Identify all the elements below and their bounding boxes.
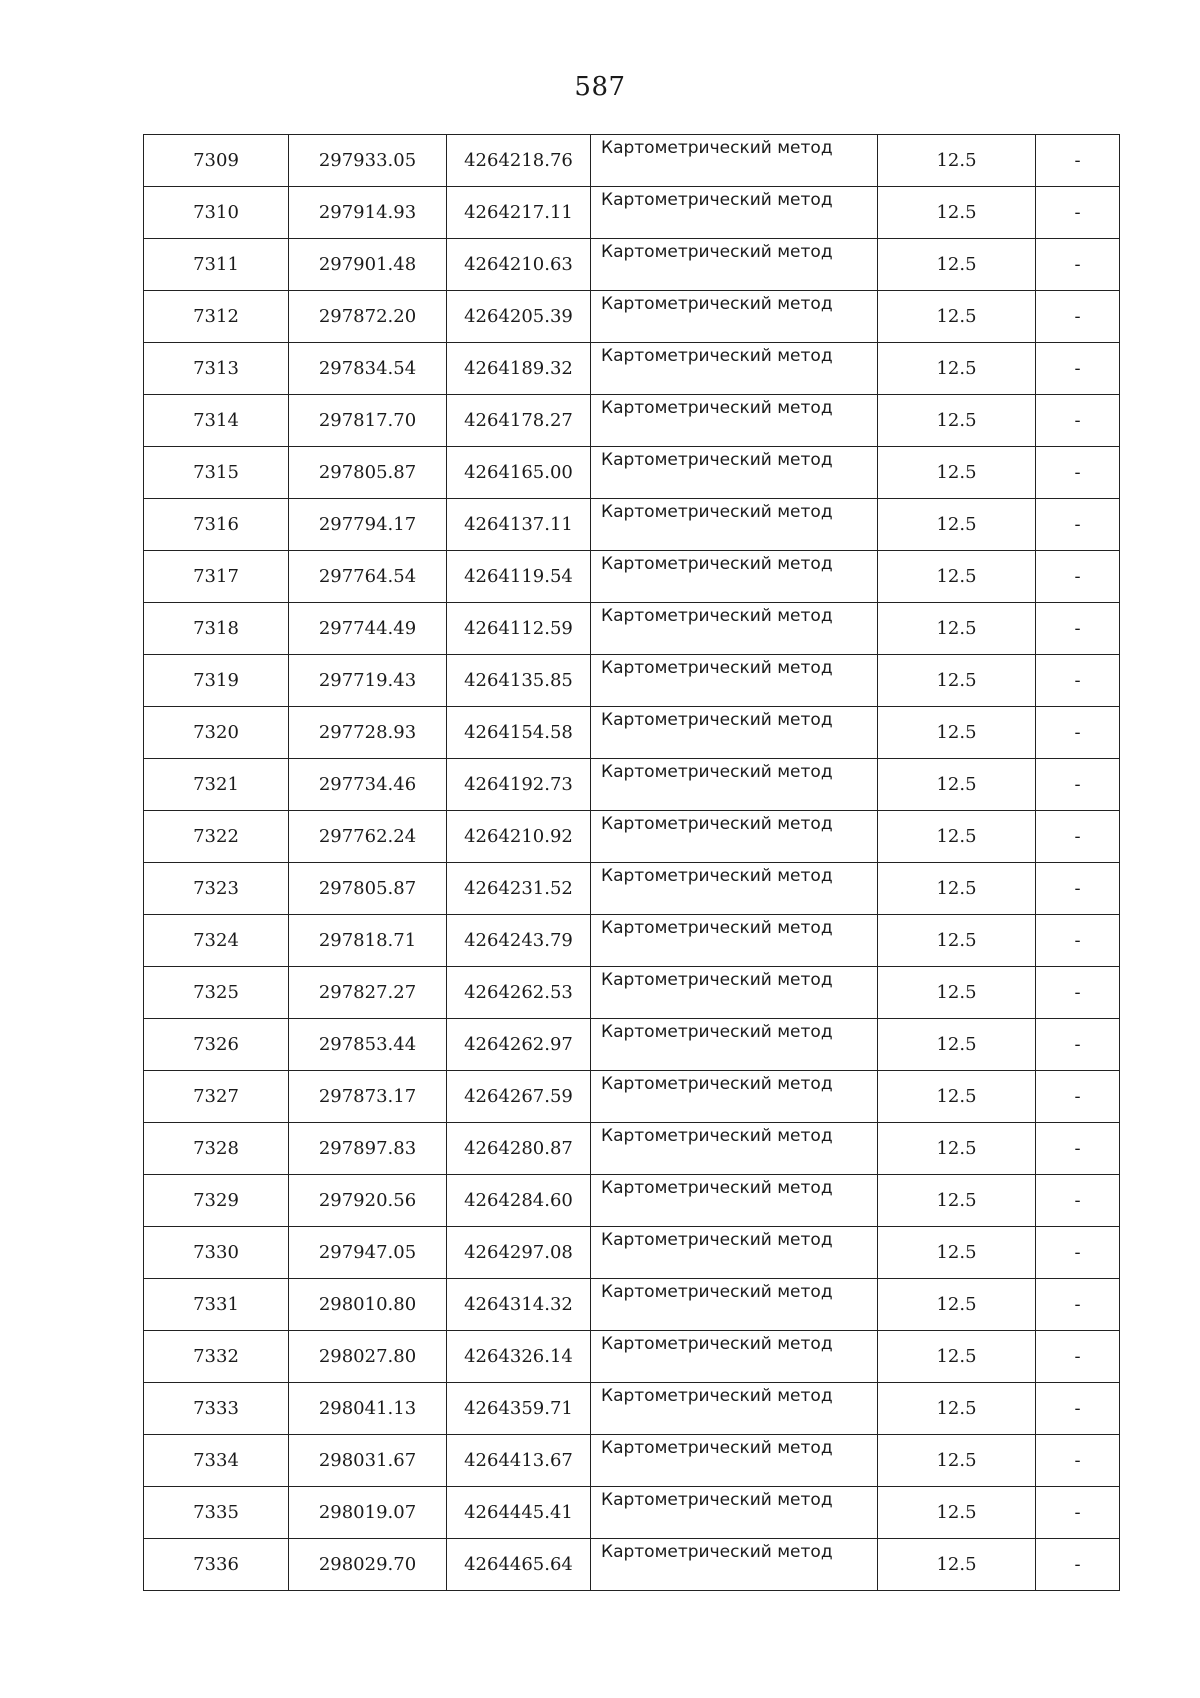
note-cell: - <box>1036 395 1120 447</box>
accuracy-cell: 12.5 <box>878 1487 1036 1539</box>
y-coordinate-cell: 4264262.97 <box>447 1019 591 1071</box>
table-row <box>144 1071 1120 1123</box>
method-cell: Картометрический метод <box>591 1435 878 1487</box>
method-cell: Картометрический метод <box>591 1487 878 1539</box>
table-row <box>144 863 1120 915</box>
note-cell: - <box>1036 187 1120 239</box>
table-row <box>144 1487 1120 1539</box>
x-coordinate-cell: 298029.70 <box>289 1539 447 1591</box>
note-cell: - <box>1036 1331 1120 1383</box>
point-number-cell: 7317 <box>144 551 289 603</box>
method-cell: Картометрический метод <box>591 239 878 291</box>
y-coordinate-cell: 4264297.08 <box>447 1227 591 1279</box>
table-row <box>144 1331 1120 1383</box>
method-cell: Картометрический метод <box>591 811 878 863</box>
point-number-cell: 7311 <box>144 239 289 291</box>
note-cell: - <box>1036 1071 1120 1123</box>
note-cell: - <box>1036 343 1120 395</box>
y-coordinate-cell: 4264217.11 <box>447 187 591 239</box>
accuracy-cell: 12.5 <box>878 1539 1036 1591</box>
point-number-cell: 7331 <box>144 1279 289 1331</box>
note-cell: - <box>1036 655 1120 707</box>
method-cell: Картометрический метод <box>591 759 878 811</box>
method-cell: Картометрический метод <box>591 447 878 499</box>
accuracy-cell: 12.5 <box>878 187 1036 239</box>
point-number-cell: 7325 <box>144 967 289 1019</box>
x-coordinate-cell: 297834.54 <box>289 343 447 395</box>
point-number-cell: 7335 <box>144 1487 289 1539</box>
table-row <box>144 1279 1120 1331</box>
accuracy-cell: 12.5 <box>878 1175 1036 1227</box>
note-cell: - <box>1036 1019 1120 1071</box>
table-row <box>144 811 1120 863</box>
table-row <box>144 603 1120 655</box>
table-row <box>144 447 1120 499</box>
x-coordinate-cell: 297734.46 <box>289 759 447 811</box>
accuracy-cell: 12.5 <box>878 499 1036 551</box>
point-number-cell: 7334 <box>144 1435 289 1487</box>
table-row <box>144 1435 1120 1487</box>
x-coordinate-cell: 297818.71 <box>289 915 447 967</box>
table-row <box>144 187 1120 239</box>
note-cell: - <box>1036 811 1120 863</box>
note-cell: - <box>1036 1227 1120 1279</box>
method-cell: Картометрический метод <box>591 1175 878 1227</box>
y-coordinate-cell: 4264413.67 <box>447 1435 591 1487</box>
x-coordinate-cell: 297853.44 <box>289 1019 447 1071</box>
note-cell: - <box>1036 915 1120 967</box>
method-cell: Картометрический метод <box>591 395 878 447</box>
y-coordinate-cell: 4264314.32 <box>447 1279 591 1331</box>
method-cell: Картометрический метод <box>591 1279 878 1331</box>
table-row <box>144 967 1120 1019</box>
page-number: 587 <box>574 72 626 102</box>
coordinates-table-body <box>144 135 1120 1591</box>
point-number-cell: 7332 <box>144 1331 289 1383</box>
method-cell: Картометрический метод <box>591 1227 878 1279</box>
y-coordinate-cell: 4264280.87 <box>447 1123 591 1175</box>
x-coordinate-cell: 297762.24 <box>289 811 447 863</box>
note-cell: - <box>1036 447 1120 499</box>
note-cell: - <box>1036 1279 1120 1331</box>
x-coordinate-cell: 297914.93 <box>289 187 447 239</box>
table-row <box>144 759 1120 811</box>
method-cell: Картометрический метод <box>591 343 878 395</box>
method-cell: Картометрический метод <box>591 1331 878 1383</box>
note-cell: - <box>1036 499 1120 551</box>
point-number-cell: 7310 <box>144 187 289 239</box>
y-coordinate-cell: 4264165.00 <box>447 447 591 499</box>
y-coordinate-cell: 4264267.59 <box>447 1071 591 1123</box>
point-number-cell: 7320 <box>144 707 289 759</box>
table-row <box>144 655 1120 707</box>
table-row <box>144 707 1120 759</box>
note-cell: - <box>1036 967 1120 1019</box>
point-number-cell: 7329 <box>144 1175 289 1227</box>
table-row <box>144 499 1120 551</box>
y-coordinate-cell: 4264135.85 <box>447 655 591 707</box>
y-coordinate-cell: 4264465.64 <box>447 1539 591 1591</box>
method-cell: Картометрический метод <box>591 603 878 655</box>
point-number-cell: 7330 <box>144 1227 289 1279</box>
note-cell: - <box>1036 1487 1120 1539</box>
y-coordinate-cell: 4264359.71 <box>447 1383 591 1435</box>
method-cell: Картометрический метод <box>591 1071 878 1123</box>
y-coordinate-cell: 4264210.63 <box>447 239 591 291</box>
note-cell: - <box>1036 135 1120 187</box>
accuracy-cell: 12.5 <box>878 1435 1036 1487</box>
note-cell: - <box>1036 1175 1120 1227</box>
note-cell: - <box>1036 603 1120 655</box>
point-number-cell: 7315 <box>144 447 289 499</box>
point-number-cell: 7319 <box>144 655 289 707</box>
accuracy-cell: 12.5 <box>878 1071 1036 1123</box>
point-number-cell: 7314 <box>144 395 289 447</box>
table-row <box>144 395 1120 447</box>
note-cell: - <box>1036 1123 1120 1175</box>
point-number-cell: 7324 <box>144 915 289 967</box>
point-number-cell: 7318 <box>144 603 289 655</box>
y-coordinate-cell: 4264262.53 <box>447 967 591 1019</box>
note-cell: - <box>1036 707 1120 759</box>
table-row <box>144 551 1120 603</box>
table-row <box>144 239 1120 291</box>
accuracy-cell: 12.5 <box>878 135 1036 187</box>
method-cell: Картометрический метод <box>591 915 878 967</box>
note-cell: - <box>1036 291 1120 343</box>
point-number-cell: 7313 <box>144 343 289 395</box>
accuracy-cell: 12.5 <box>878 967 1036 1019</box>
x-coordinate-cell: 298010.80 <box>289 1279 447 1331</box>
accuracy-cell: 12.5 <box>878 1331 1036 1383</box>
x-coordinate-cell: 297947.05 <box>289 1227 447 1279</box>
y-coordinate-cell: 4264243.79 <box>447 915 591 967</box>
accuracy-cell: 12.5 <box>878 707 1036 759</box>
x-coordinate-cell: 297901.48 <box>289 239 447 291</box>
x-coordinate-cell: 297805.87 <box>289 863 447 915</box>
note-cell: - <box>1036 551 1120 603</box>
method-cell: Картометрический метод <box>591 1123 878 1175</box>
note-cell: - <box>1036 863 1120 915</box>
accuracy-cell: 12.5 <box>878 1227 1036 1279</box>
method-cell: Картометрический метод <box>591 291 878 343</box>
point-number-cell: 7309 <box>144 135 289 187</box>
accuracy-cell: 12.5 <box>878 291 1036 343</box>
note-cell: - <box>1036 1383 1120 1435</box>
x-coordinate-cell: 297920.56 <box>289 1175 447 1227</box>
y-coordinate-cell: 4264210.92 <box>447 811 591 863</box>
y-coordinate-cell: 4264178.27 <box>447 395 591 447</box>
x-coordinate-cell: 297764.54 <box>289 551 447 603</box>
x-coordinate-cell: 298031.67 <box>289 1435 447 1487</box>
accuracy-cell: 12.5 <box>878 447 1036 499</box>
point-number-cell: 7322 <box>144 811 289 863</box>
method-cell: Картометрический метод <box>591 1383 878 1435</box>
x-coordinate-cell: 297744.49 <box>289 603 447 655</box>
coordinates-table <box>143 134 1120 1591</box>
x-coordinate-cell: 298041.13 <box>289 1383 447 1435</box>
method-cell: Картометрический метод <box>591 1019 878 1071</box>
y-coordinate-cell: 4264445.41 <box>447 1487 591 1539</box>
y-coordinate-cell: 4264218.76 <box>447 135 591 187</box>
note-cell: - <box>1036 1435 1120 1487</box>
point-number-cell: 7316 <box>144 499 289 551</box>
table-row <box>144 1227 1120 1279</box>
table-row <box>144 135 1120 187</box>
accuracy-cell: 12.5 <box>878 1279 1036 1331</box>
method-cell: Картометрический метод <box>591 967 878 1019</box>
point-number-cell: 7326 <box>144 1019 289 1071</box>
table-row <box>144 915 1120 967</box>
note-cell: - <box>1036 1539 1120 1591</box>
point-number-cell: 7327 <box>144 1071 289 1123</box>
x-coordinate-cell: 297794.17 <box>289 499 447 551</box>
y-coordinate-cell: 4264231.52 <box>447 863 591 915</box>
x-coordinate-cell: 297827.27 <box>289 967 447 1019</box>
table-row <box>144 1123 1120 1175</box>
y-coordinate-cell: 4264205.39 <box>447 291 591 343</box>
y-coordinate-cell: 4264284.60 <box>447 1175 591 1227</box>
x-coordinate-cell: 297897.83 <box>289 1123 447 1175</box>
accuracy-cell: 12.5 <box>878 551 1036 603</box>
note-cell: - <box>1036 239 1120 291</box>
x-coordinate-cell: 298019.07 <box>289 1487 447 1539</box>
x-coordinate-cell: 297805.87 <box>289 447 447 499</box>
accuracy-cell: 12.5 <box>878 395 1036 447</box>
x-coordinate-cell: 297933.05 <box>289 135 447 187</box>
accuracy-cell: 12.5 <box>878 759 1036 811</box>
x-coordinate-cell: 297719.43 <box>289 655 447 707</box>
table-row <box>144 291 1120 343</box>
method-cell: Картометрический метод <box>591 135 878 187</box>
y-coordinate-cell: 4264154.58 <box>447 707 591 759</box>
accuracy-cell: 12.5 <box>878 655 1036 707</box>
method-cell: Картометрический метод <box>591 707 878 759</box>
x-coordinate-cell: 298027.80 <box>289 1331 447 1383</box>
accuracy-cell: 12.5 <box>878 1019 1036 1071</box>
y-coordinate-cell: 4264189.32 <box>447 343 591 395</box>
note-cell: - <box>1036 759 1120 811</box>
table-row <box>144 1383 1120 1435</box>
point-number-cell: 7323 <box>144 863 289 915</box>
method-cell: Картометрический метод <box>591 655 878 707</box>
y-coordinate-cell: 4264326.14 <box>447 1331 591 1383</box>
point-number-cell: 7336 <box>144 1539 289 1591</box>
y-coordinate-cell: 4264119.54 <box>447 551 591 603</box>
point-number-cell: 7333 <box>144 1383 289 1435</box>
method-cell: Картометрический метод <box>591 863 878 915</box>
accuracy-cell: 12.5 <box>878 343 1036 395</box>
x-coordinate-cell: 297728.93 <box>289 707 447 759</box>
method-cell: Картометрический метод <box>591 1539 878 1591</box>
accuracy-cell: 12.5 <box>878 863 1036 915</box>
accuracy-cell: 12.5 <box>878 239 1036 291</box>
accuracy-cell: 12.5 <box>878 603 1036 655</box>
y-coordinate-cell: 4264137.11 <box>447 499 591 551</box>
table-row <box>144 1539 1120 1591</box>
table-row <box>144 343 1120 395</box>
y-coordinate-cell: 4264112.59 <box>447 603 591 655</box>
accuracy-cell: 12.5 <box>878 1123 1036 1175</box>
table-row <box>144 1019 1120 1071</box>
point-number-cell: 7328 <box>144 1123 289 1175</box>
method-cell: Картометрический метод <box>591 499 878 551</box>
y-coordinate-cell: 4264192.73 <box>447 759 591 811</box>
accuracy-cell: 12.5 <box>878 915 1036 967</box>
method-cell: Картометрический метод <box>591 551 878 603</box>
x-coordinate-cell: 297817.70 <box>289 395 447 447</box>
method-cell: Картометрический метод <box>591 187 878 239</box>
point-number-cell: 7321 <box>144 759 289 811</box>
x-coordinate-cell: 297872.20 <box>289 291 447 343</box>
point-number-cell: 7312 <box>144 291 289 343</box>
accuracy-cell: 12.5 <box>878 1383 1036 1435</box>
x-coordinate-cell: 297873.17 <box>289 1071 447 1123</box>
accuracy-cell: 12.5 <box>878 811 1036 863</box>
table-row <box>144 1175 1120 1227</box>
